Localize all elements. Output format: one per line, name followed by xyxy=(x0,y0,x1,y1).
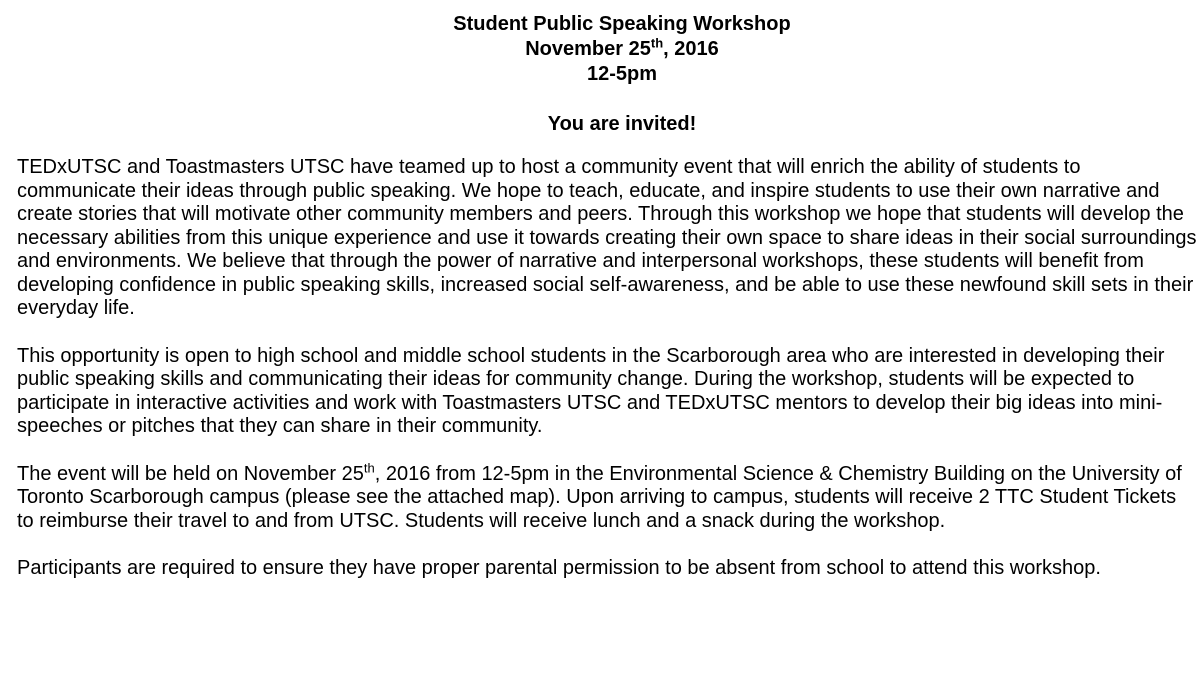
event-date-ordinal: th xyxy=(650,35,664,51)
event-date-main: November 25 xyxy=(525,38,651,60)
logistics-text-rest: , 2016 from 12-5pm in the Environmental Science & Chemistry Building on the University of Toronto Scarborough campus (please see the attached map). Upon arriving to campus, students will receive 2 TTC Student Tickets to reimburse their travel to and from UTSC. Students will receive lunch and a snack during the workshop. xyxy=(17,462,1182,532)
paragraph-permission: Participants are required to ensure they have proper parental permission to be absent from school to attend this workshop. xyxy=(17,557,1101,579)
paragraph-intro: TEDxUTSC and Toastmasters UTSC have teamed up to host a community event that will enrich the ability of students to communicate their ideas through public speaking. We hope to teach, educate, and inspire students to use their own narrative and create stories that will motivate other community members and peers. Through this workshop we hope that students will develop the necessary abilities from this unique experience and use it towards creating their own space to share ideas in their social surroundings and environments. We believe that through the power of narrative and interpersonal workshops, these students will benefit from developing confidence in public speaking skills, increased social self-awareness, and be able to use these newfound skill sets in their everyday life. xyxy=(17,156,1197,319)
paragraph-eligibility: This opportunity is open to high school and middle school students in the Scarborough area who are interested in developing their public speaking skills and communicating their ideas for community change. During the workshop, students will be expected to participate in interactive activities and work with Toastmasters UTSC and TEDxUTSC mentors to develop their big ideas into mini-speeches or pitches that they can share in their community. xyxy=(17,344,1165,437)
paragraph-logistics xyxy=(17,459,1197,534)
event-date-year: , 2016 xyxy=(663,38,719,60)
event-time: 12-5pm xyxy=(586,63,658,85)
document-title: Student Public Speaking Workshop xyxy=(453,13,791,35)
logistics-date-ordinal: th xyxy=(363,459,375,475)
event-date xyxy=(57,37,1187,62)
document-header xyxy=(17,12,1187,137)
invite-heading: You are invited! xyxy=(547,113,697,135)
logistics-text-start: The event will be held on November 25 xyxy=(17,462,364,485)
